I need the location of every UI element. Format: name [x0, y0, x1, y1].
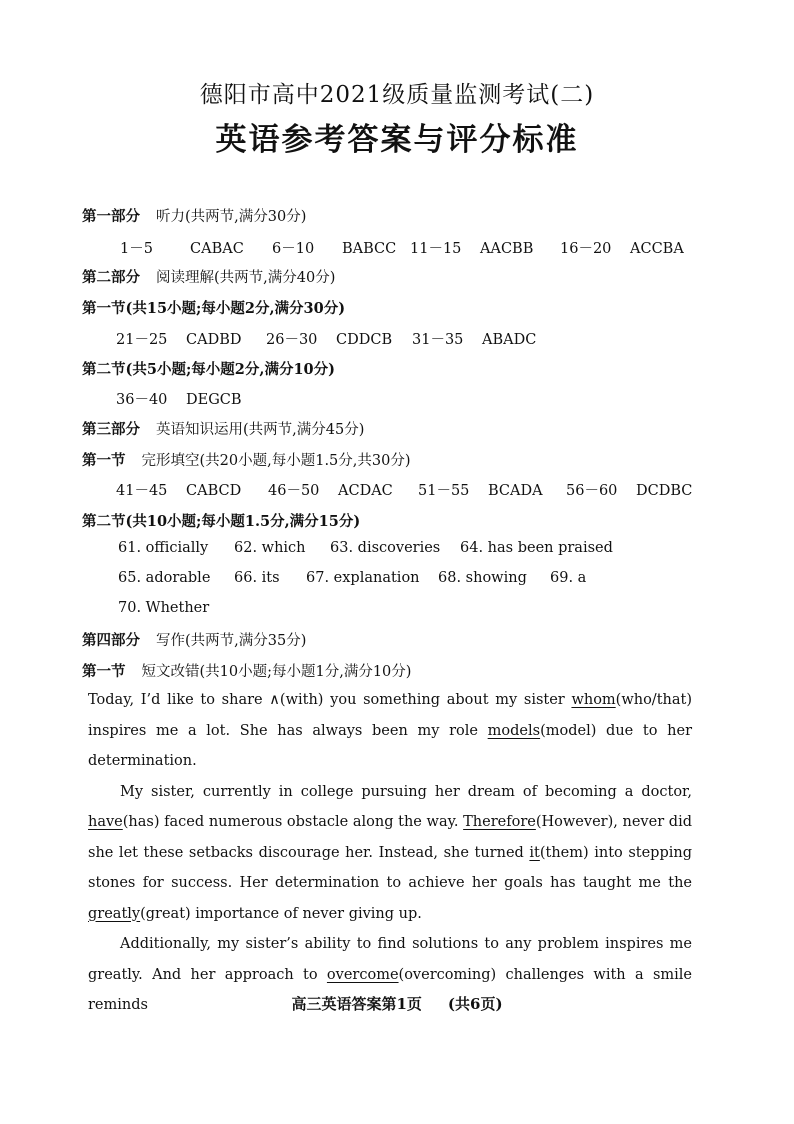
part4-header — [82, 629, 306, 650]
answer-group: 41－45 CABCD — [116, 483, 242, 499]
corrected-word: have — [88, 814, 123, 830]
page-footer — [0, 993, 794, 1014]
part1-desc: 听力(共两节,满分30分) — [156, 209, 307, 225]
fill-answer: 67. explanation — [306, 570, 420, 586]
corrected-word: it — [529, 844, 540, 861]
part2-label: 第二部分 — [82, 269, 140, 286]
answer-group: 36－40 DEGCB — [116, 392, 242, 408]
fill-answer: 64. has been praised — [460, 540, 613, 556]
document-title: 英语参考答案与评分标准 — [215, 122, 579, 158]
answer-group: 51－55 BCADA — [418, 483, 543, 499]
part4-section1-header: 第一节 短文改错(共10小题;每小题1分,满分10分) — [82, 663, 412, 680]
answer-group: 1－5 CABAC — [120, 241, 244, 257]
answer-group: 46－50 ACDAC — [268, 483, 393, 499]
page-number: 高三英语答案第1页 — [291, 995, 422, 1013]
essay-paragraph: Today, I’d like to share ∧(with) you something about my sister whom(who/that) inspires me a lot. She has always been my role models(model) due to her determination. — [88, 692, 692, 769]
corrected-word: Therefore — [463, 814, 536, 830]
part4-desc: 写作(共两节,满分35分) — [156, 633, 307, 649]
essay-paragraph: My sister, currently in college pursuing her dream of becoming a doctor, have(has) faced numerous obstacle along the way. Therefore(However), never did she let these setbacks discourage her. Instead, she turned it(them) into stepping stones for success. Her determination to achieve her goals has taught me the greatly(great) importance of never giving up. — [88, 783, 693, 922]
answer-group: 56－60 DCDBC — [566, 483, 693, 499]
essay-paragraph: Additionally, my sister’s ability to find solutions to any problem inspires me greatly. And her approach to overcome(overcoming) challenges with a smile reminds — [88, 936, 692, 1013]
part3-header — [82, 418, 364, 439]
part3-section2-header: 第二节(共10小题;每小题1.5分,满分15分) — [82, 513, 361, 530]
fill-answer: 66. its — [234, 570, 280, 586]
part2-section1-header: 第一节(共15小题;每小题2分,满分30分) — [82, 300, 346, 317]
corrected-word: greatly — [88, 905, 141, 922]
fill-answer: 68. showing — [438, 570, 527, 586]
part2-header — [82, 266, 335, 287]
fill-answer: 70. Whether — [118, 600, 210, 616]
part1-label: 第一部分 — [82, 208, 140, 225]
correction-essay — [88, 685, 692, 1021]
answer-group: 11－15 AACBB — [410, 241, 534, 257]
corrected-word: overcome — [326, 966, 399, 983]
answer-group: 16－20 ACCBA — [560, 241, 684, 257]
answer-group: 6－10 BABCC — [272, 241, 397, 257]
fill-answer: 62. which — [234, 540, 306, 556]
part1-header — [82, 205, 306, 226]
answer-group: 31－35 ABADC — [412, 332, 537, 348]
part2-desc: 阅读理解(共两节,满分40分) — [156, 270, 336, 286]
fill-answer: 63. discoveries — [330, 540, 441, 556]
corrected-word: whom — [571, 692, 616, 708]
answer-group: 21－25 CADBD — [116, 332, 242, 348]
part2-section2-header: 第二节(共5小题;每小题2分,满分10分) — [82, 361, 335, 378]
part3-section1-header: 第一节 完形填空(共20小题,每小题1.5分,共30分) — [82, 452, 411, 469]
page-total: (共6页) — [447, 995, 503, 1013]
answer-group: 26－30 CDDCB — [266, 332, 393, 348]
corrected-word: models — [487, 722, 541, 739]
fill-answer: 65. adorable — [118, 570, 211, 586]
fill-answer: 61. officially — [118, 540, 209, 556]
part3-label: 第三部分 — [82, 421, 140, 438]
part3-desc: 英语知识运用(共两节,满分45分) — [156, 422, 365, 438]
part4-label: 第四部分 — [82, 632, 140, 649]
fill-answer: 69. a — [550, 570, 587, 586]
exam-title: 德阳市高中2021级质量监测考试(二) — [199, 82, 595, 108]
